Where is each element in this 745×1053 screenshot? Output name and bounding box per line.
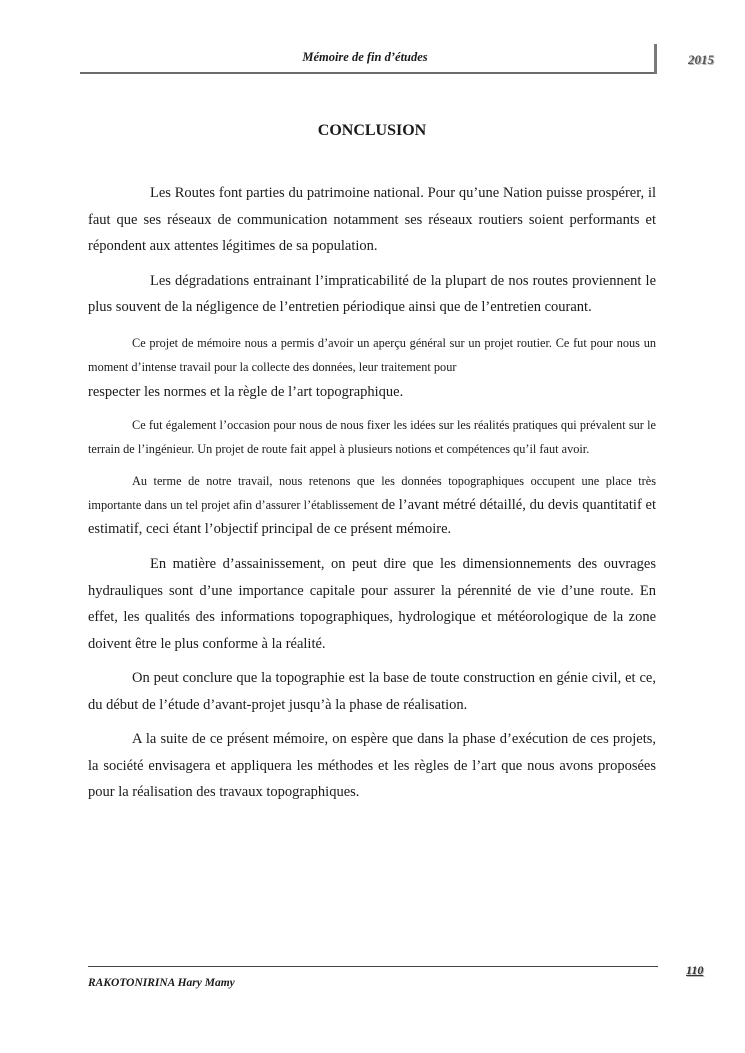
paragraph-3-continuation: respecter les normes et la règle de l’art topographique. bbox=[88, 383, 404, 400]
document-body bbox=[88, 180, 656, 806]
paragraph-6: En matière d’assainissement, on peut dire que les dimensionnements des ouvrages hydrauliques sont d’une importance capitale pour assurer la pérennité de vie d’une route. En effet, les qualités des informations topographiques, hydrologique et météorologique de la zone doivent être le plus conforme à la réalité. bbox=[88, 556, 656, 652]
header-title: Mémoire de fin d’études bbox=[302, 50, 428, 64]
paragraph-3 bbox=[88, 331, 656, 379]
paragraph-4: Ce fut également l’occasion pour nous de nous fixer les idées sur les réalités pratiques qui prévalent sur le terrain de l’ingénieur. Un projet de route fait appel à plusieurs notions et compétences qu’il faut avoir. bbox=[88, 418, 656, 456]
header-rule bbox=[80, 72, 656, 74]
paragraph-5-continuation: de l’avant métré détaillé, du devis quantitatif et estimatif, ceci étant l’objectif principal de ce présent mémoire. bbox=[88, 497, 656, 537]
header-divider bbox=[654, 44, 657, 74]
paragraph-3-text: Ce projet de mémoire nous a permis d’avoir un aperçu général sur un projet routier. Ce fut pour nous un moment d’intense travail pour la collecte des données, leur traitement pour bbox=[88, 335, 656, 374]
header-year: 2015 bbox=[688, 52, 714, 67]
footer-rule bbox=[88, 966, 658, 967]
paragraph-2: Les dégradations entrainant l’impraticabilité de la plupart de nos routes proviennent le plus souvent de la négligence de l’entretien périodique ainsi que de l’entretien courant. bbox=[88, 272, 656, 315]
page-title: CONCLUSION bbox=[317, 122, 427, 139]
paragraph-5-text: Au terme de notre travail, nous retenons que les données topographiques occupent une place très importante dans un tel projet afin d’assurer l’établissement bbox=[88, 474, 656, 512]
paragraph-7: On peut conclure que la topographie est la base de toute construction en génie civil, et ce, du début de l’étude d’avant-projet jusqu’à la phase de réalisation. bbox=[88, 670, 656, 713]
page-number: 110 bbox=[686, 963, 704, 977]
paragraph-8: A la suite de ce présent mémoire, on espère que dans la phase d’exécution de ces projets, la société envisagera et appliquera les méthodes et les règles de l’art que nous avons proposées pour la réalisation des travaux topographiques. bbox=[88, 731, 656, 800]
footer-author: RAKOTONIRINA Hary Mamy bbox=[88, 977, 235, 989]
paragraph-1: Les Routes font parties du patrimoine national. Pour qu’une Nation puisse prospérer, il faut que ses réseaux de communication notamment ses réseaux routiers soient performants et répondent aux attentes légitimes de sa population. bbox=[88, 185, 656, 254]
paragraph-5 bbox=[88, 469, 656, 541]
